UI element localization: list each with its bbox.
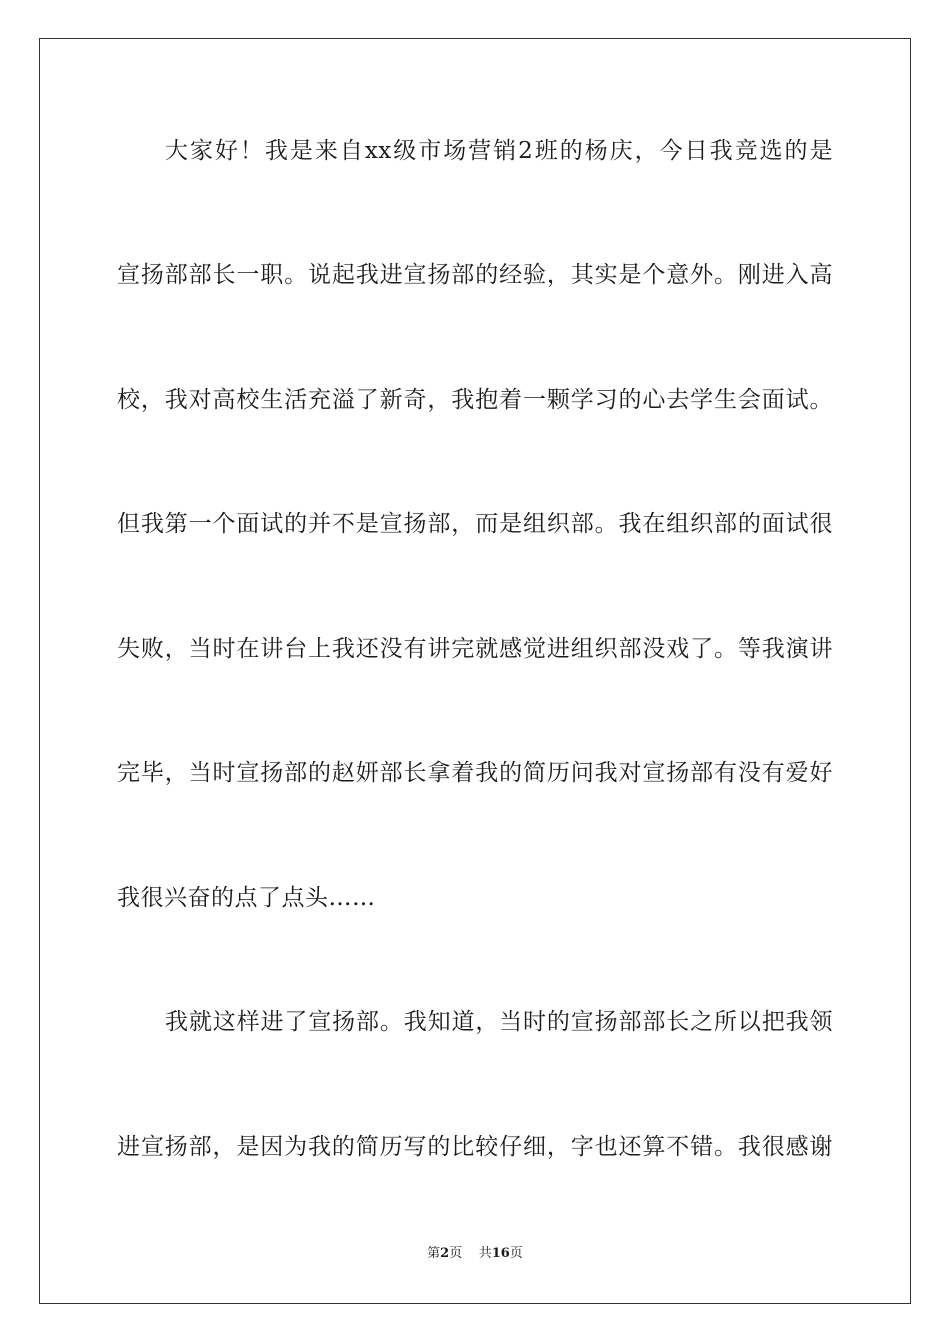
page-prefix: 第	[427, 1246, 441, 1261]
total-prefix: 共	[478, 1246, 492, 1261]
text-line: 我很兴奋的点了点头……	[117, 885, 376, 911]
total-pages: 16	[491, 1246, 510, 1261]
page-footer	[0, 1245, 950, 1263]
page-border	[39, 38, 911, 1304]
text-line: 宣扬部部长一职。说起我进宣扬部的经验，其实是个意外。刚进入高	[117, 262, 833, 288]
page-suffix: 页	[449, 1246, 463, 1261]
total-suffix: 页	[509, 1246, 523, 1261]
text-line: 大家好！我是来自xx级市场营销2班的杨庆，今日我竞选的是	[165, 138, 833, 164]
text-line: 完毕，当时宣扬部的赵妍部长拿着我的简历问我对宣扬部有没有爱好	[117, 760, 833, 786]
text-line: 但我第一个面试的并不是宣扬部，而是组织部。我在组织部的面试很	[117, 511, 833, 537]
text-line: 进宣扬部，是因为我的简历写的比较仔细，字也还算不错。我很感谢	[117, 1134, 833, 1160]
text-line: 失败，当时在讲台上我还没有讲完就感觉进组织部没戏了。等我演讲	[117, 636, 833, 662]
text-line: 我就这样进了宣扬部。我知道，当时的宣扬部部长之所以把我领	[165, 1009, 833, 1035]
text-line: 校，我对高校生活充溢了新奇，我抱着一颗学习的心去学生会面试。	[117, 387, 833, 413]
page-number: 2	[440, 1246, 450, 1261]
